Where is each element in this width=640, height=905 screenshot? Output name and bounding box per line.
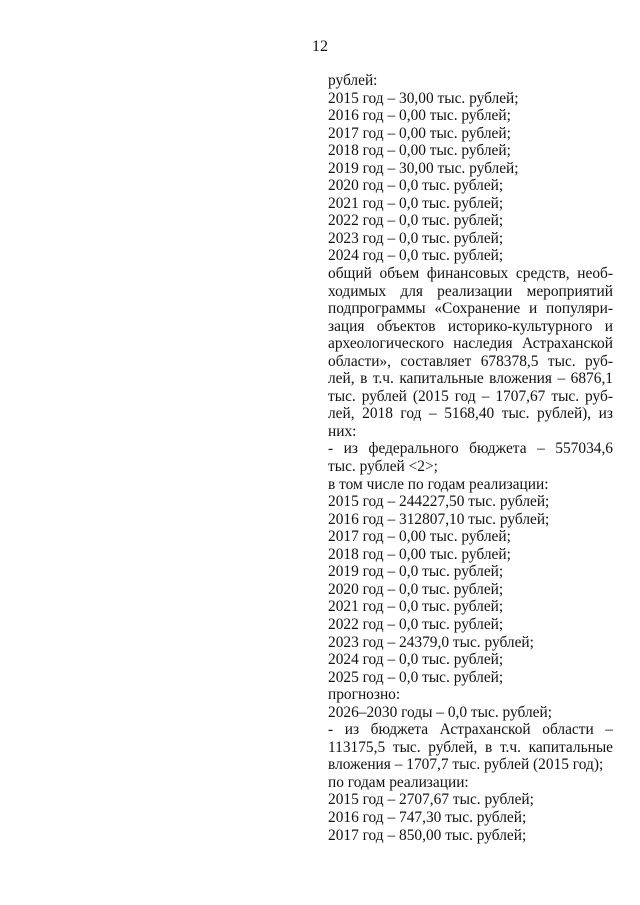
- text-line: вложения – 1707,7 тыс. рублей (2015 год);: [328, 756, 604, 774]
- text-line: - из федерального бюджета – 557034,6: [328, 440, 613, 458]
- text-line: в том числе по годам реализации:: [328, 475, 549, 493]
- text-line: археологического наследия Астраханской: [328, 335, 613, 353]
- page-number: 12: [312, 38, 328, 55]
- document-body: [328, 72, 613, 844]
- text-line: ходимых для реализации мероприятий: [328, 282, 613, 300]
- text-line: 2015 год – 2707,67 тыс. рублей;: [328, 791, 534, 809]
- text-line: подпрограммы «Сохранение и популяри-: [328, 300, 613, 318]
- text-line: области», составляет 678378,5 тыс. руб-: [328, 352, 613, 370]
- text-line: 2017 год – 0,00 тыс. рублей;: [328, 124, 511, 142]
- text-line: 2018 год – 0,00 тыс. рублей;: [328, 142, 511, 160]
- text-line: 2020 год – 0,0 тыс. рублей;: [328, 177, 504, 195]
- text-line: 2016 год – 312807,10 тыс. рублей;: [328, 510, 550, 528]
- text-line: 2016 год – 0,00 тыс. рублей;: [328, 107, 511, 125]
- text-line: 2023 год – 0,0 тыс. рублей;: [328, 229, 504, 247]
- text-line: лей, 2018 год – 5168,40 тыс. рублей), из: [328, 405, 613, 423]
- text-line: 2021 год – 0,0 тыс. рублей;: [328, 194, 504, 212]
- text-line: тыс. рублей <2>;: [328, 458, 438, 476]
- text-line: 2015 год – 30,00 тыс. рублей;: [328, 89, 519, 107]
- text-line: 2017 год – 0,00 тыс. рублей;: [328, 528, 511, 546]
- text-line: 2026–2030 годы – 0,0 тыс. рублей;: [328, 703, 552, 721]
- text-line: 2024 год – 0,0 тыс. рублей;: [328, 247, 504, 265]
- text-line: зация объектов историко-культурного и: [328, 317, 613, 335]
- text-line: прогнозно:: [328, 686, 401, 704]
- text-line: 113175,5 тыс. рублей, в т.ч. капитальные: [328, 738, 613, 756]
- text-line: 2023 год – 24379,0 тыс. рублей;: [328, 633, 534, 651]
- text-line: тыс. рублей (2015 год – 1707,67 тыс. руб-: [328, 387, 613, 405]
- text-line: 2019 год – 0,0 тыс. рублей;: [328, 563, 504, 581]
- text-line: 2019 год – 30,00 тыс. рублей;: [328, 159, 519, 177]
- text-line: 2024 год – 0,0 тыс. рублей;: [328, 651, 504, 669]
- text-line: общий объем финансовых средств, необ-: [328, 265, 613, 283]
- text-line: 2016 год – 747,30 тыс. рублей;: [328, 808, 527, 826]
- text-line: 2017 год – 850,00 тыс. рублей;: [328, 826, 527, 844]
- text-line: по годам реализации:: [328, 773, 469, 791]
- text-line: них:: [328, 422, 357, 440]
- text-line: 2021 год – 0,0 тыс. рублей;: [328, 598, 504, 616]
- text-line: рублей:: [328, 72, 378, 89]
- text-line: - из бюджета Астраханской области –: [328, 721, 613, 739]
- text-line: 2015 год – 244227,50 тыс. рублей;: [328, 493, 550, 511]
- text-line: 2018 год – 0,00 тыс. рублей;: [328, 545, 511, 563]
- text-line: 2022 год – 0,0 тыс. рублей;: [328, 615, 504, 633]
- text-line: лей, в т.ч. капитальные вложения – 6876,1: [328, 370, 613, 388]
- text-line: 2022 год – 0,0 тыс. рублей;: [328, 212, 504, 230]
- text-line: 2025 год – 0,0 тыс. рублей;: [328, 668, 504, 686]
- text-line: 2020 год – 0,0 тыс. рублей;: [328, 580, 504, 598]
